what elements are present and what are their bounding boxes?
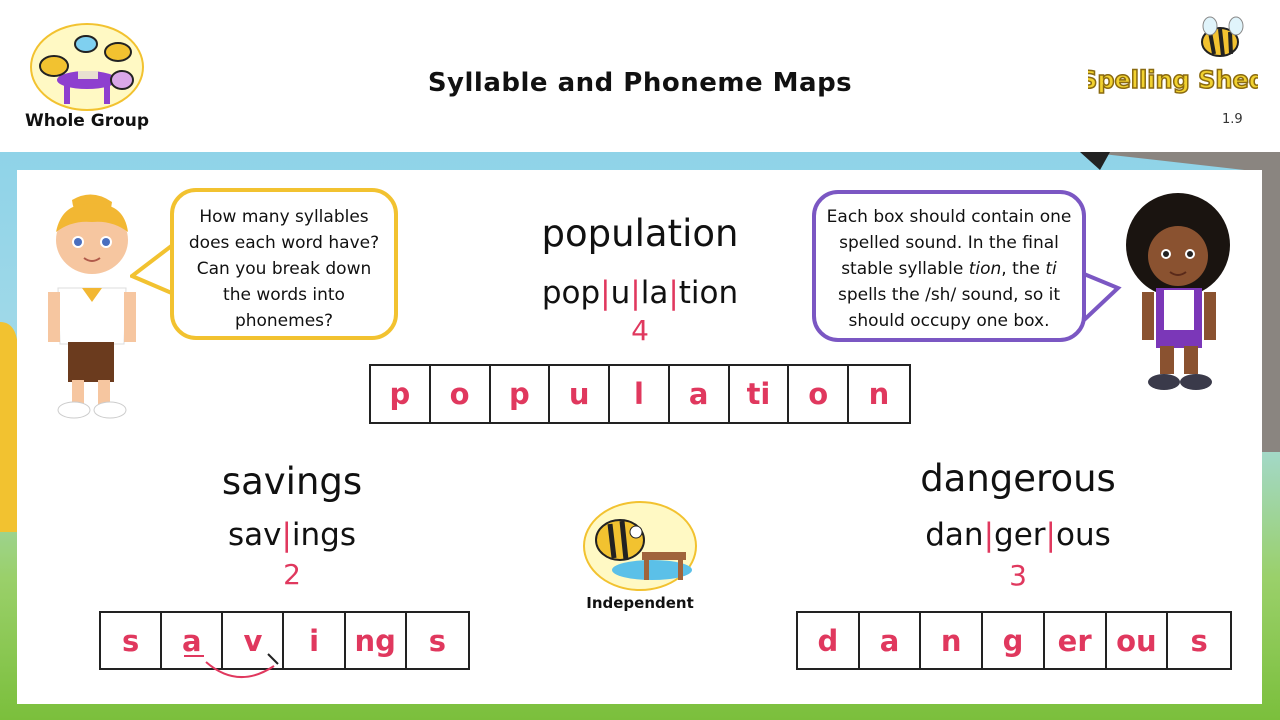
spelling-shed-logo	[1088, 12, 1258, 102]
syllable-divider: |	[600, 275, 611, 311]
phoneme-box: a	[670, 366, 730, 422]
syllable-divider: |	[630, 275, 641, 311]
phoneme-box: ng	[346, 613, 407, 668]
whole-group-label: Whole Group	[24, 111, 150, 131]
independent-label: Independent	[586, 594, 694, 612]
phoneme-box: s	[428, 623, 446, 658]
phoneme-box: o	[789, 366, 849, 422]
phoneme-box: ti	[730, 366, 790, 422]
independent-logo	[582, 500, 698, 594]
syllable: sav	[227, 517, 282, 553]
phoneme-box: er	[1045, 613, 1107, 668]
word-savings: savings	[221, 460, 363, 503]
page-title: Syllable and Phoneme Maps	[427, 68, 853, 98]
speech-bubble-left: How many syllables does each word have? Can you break down the words into phonemes?	[170, 188, 398, 340]
syllable-divider: |	[668, 275, 679, 311]
phoneme-box: u	[550, 366, 610, 422]
phoneme-box: s	[1190, 623, 1208, 658]
syllables-dangerous	[868, 517, 1168, 553]
syllables-savings	[142, 517, 442, 553]
vowel-annotation	[178, 650, 288, 680]
word-population: population	[541, 212, 739, 255]
syllable-count-dangerous: 3	[1009, 559, 1027, 592]
word-dangerous: dangerous	[920, 457, 1116, 500]
syllable: pop	[541, 275, 601, 311]
phoneme-box: a	[860, 613, 922, 668]
bubble-right-tail	[1080, 270, 1124, 330]
syllable: u	[610, 275, 631, 311]
syllables-population	[490, 275, 790, 311]
syllable: la	[640, 275, 669, 311]
syllable: ger	[994, 517, 1046, 553]
syllable: tion	[678, 275, 739, 311]
phoneme-box: i	[284, 613, 345, 668]
syllable-count-savings: 2	[283, 558, 301, 591]
phoneme-box: v	[223, 613, 284, 668]
slide-number: 1.9	[1222, 112, 1243, 127]
phoneme-box: l	[610, 366, 670, 422]
brand-text: Spelling Shed	[1088, 66, 1258, 94]
syllable-divider: |	[983, 517, 995, 553]
phoneme-box: a	[162, 613, 223, 668]
girl-character	[1116, 190, 1246, 395]
phoneme-box: d	[798, 613, 860, 668]
phoneme-box: g	[983, 613, 1045, 668]
phoneme-box: p	[491, 366, 551, 422]
phoneme-box: n	[868, 377, 890, 411]
whole-group-logo	[28, 22, 146, 112]
phoneme-box: n	[921, 613, 983, 668]
syllable: ous	[1055, 517, 1111, 553]
phoneme-box: o	[431, 366, 491, 422]
syllable: ings	[291, 517, 357, 553]
boy-character	[42, 192, 142, 422]
phoneme-box: s	[101, 613, 162, 668]
phoneme-map-dangerous	[796, 611, 1232, 670]
phoneme-box: p	[371, 366, 431, 422]
syllable-divider: |	[1045, 517, 1056, 553]
phoneme-box: ou	[1107, 613, 1169, 668]
phoneme-map-population	[369, 364, 911, 424]
syllable: dan	[925, 517, 984, 553]
header	[0, 0, 1280, 152]
speech-bubble-right: Each box should contain one spelled sound. In the final stable syllable tion, the ti spells the /sh/ sound, so it should occupy one box.	[812, 190, 1086, 342]
syllable-divider: |	[281, 517, 292, 553]
syllable-count-population: 4	[631, 314, 649, 347]
